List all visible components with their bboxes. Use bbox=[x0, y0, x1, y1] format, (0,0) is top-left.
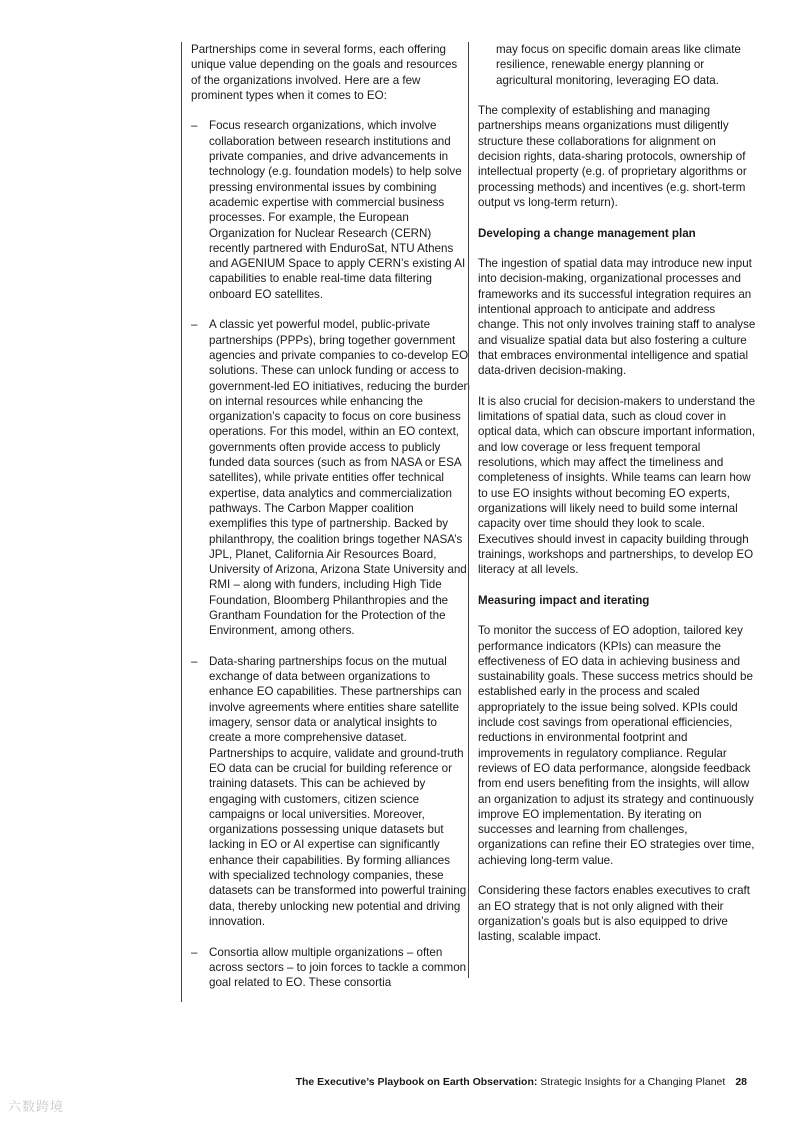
complexity-paragraph: The complexity of establishing and managing partnerships means organizations must diligently structure these collaborations for alignment on decision rights, data-sharing protocols, ownership of intellectual property (e.g. of proprietary algorithms or processing methods) and incentives (e.g. short-term output vs long-term return). bbox=[478, 104, 747, 209]
change-paragraph-1: The ingestion of spatial data may introduce new input into decision-making, organizational processes and frameworks and its successful integration requires an intentional approach to anticipate and address change. This not only involves training staff to analyse and visualize spatial data but also fostering a culture that embraces environmental intelligence and spatial data-driven decision-making. bbox=[478, 257, 756, 378]
list-item: – A classic yet powerful model, public-private partnerships (PPPs), bring together government agencies and private companies to co-develop EO solutions. These can unlock funding or access to government-led EO initiatives, reducing the burden on internal resources while enhancing the organization’s capacity to focus on core business operations. For this model, within an EO context, governments often provide access to publicly funded data sources (such as from NASA or ESA satellites), while private entities offer technical expertise, data analytics and commercialization pathways. The Carbon Mapper coalition exemplifies this type of partnership. Backed by philanthropy, the coalition brings together NASA’s JPL, Planet, California Air Resources Board, University of Arizona, Arizona State University and RMI – along with funders, including High Tide Foundation, Bloomberg Philanthropies and the Grantham Foundation for the Protection of the Environment, among others. bbox=[191, 317, 470, 638]
list-item: – Data-sharing partnerships focus on the mutual exchange of data between organizations to enhance EO capabilities. These partnerships can involve agreements where entities share satellite imagery, sensor data or analytical insights to create a more comprehensive dataset. Partnerships to acquire, validate and ground-truth EO data can be crucial for building reference or training datasets. This can be achieved by engaging with customers, citizen science campaigns or local universities. Moreover, organizations possessing unique datasets but lacking in EO or AI expertise can significantly enhance their capabilities. By forming alliances with specialized technology companies, these datasets can be transformed into powerful training data, thereby unlocking new potential and driving innovation. bbox=[191, 654, 470, 929]
section-heading-change-management: Developing a change management plan bbox=[478, 226, 696, 240]
footer-title: The Executive’s Playbook on Earth Observation: bbox=[295, 1076, 538, 1088]
measure-paragraph-1: To monitor the success of EO adoption, tailored key performance indicators (KPIs) can measure the effectiveness of EO data in achieving business and sustainability goals. These success metrics should be established early in the process and scaled appropriately to the issue being solved. KPIs could include cost savings from operational efficiencies, reductions in environmental footprint and improvements in regulatory compliance. Regular reviews of EO data performance, alongside feedback from end users benefiting from the insights, will allow an organization to adjust its strategy and continuously improve EO implementation. By iterating on successes and learning from challenges, organizations can refine their EO strategies over time, achieving long-term value. bbox=[478, 624, 755, 867]
page-footer bbox=[296, 1076, 747, 1088]
intro-paragraph: Partnerships come in several forms, each offering unique value depending on the goals and resources of the organizations involved. Here are a few prominent types when it comes to EO: bbox=[191, 43, 458, 102]
list-item: – Focus research organizations, which involve collaboration between research institutions and private companies, and drive advancements in technology (e.g. foundation models) to help solve pressing environmental issues by combining academic expertise with commercial business processes. For example, the European Organization for Nuclear Research (CERN) recently partnered with EnduroSat, NTU Athens and AGENIUM Space to apply CERN’s existing AI capabilities to enable real-time data filtering onboard EO satellites. bbox=[191, 118, 470, 302]
list-item: – Consortia allow multiple organizations – often across sectors – to join forces to tackle a common goal related to EO. These consortia bbox=[191, 945, 470, 991]
footer-subtitle: Strategic Insights for a Changing Planet bbox=[537, 1076, 726, 1088]
watermark: 六数跨境 bbox=[8, 1099, 65, 1114]
page-number: 28 bbox=[735, 1076, 747, 1088]
left-column bbox=[181, 42, 470, 1002]
list-continuation: may focus on specific domain areas like climate resilience, renewable energy planning or agricultural monitoring, leveraging EO data. bbox=[496, 43, 741, 87]
change-paragraph-2: It is also crucial for decision-makers to understand the limitations of spatial data, such as cloud cover in optical data, which can obscure important information, and low coverage or less frequent temporal resolutions, which may affect the timeliness and completeness of insights. While teams can learn how to use EO insights without becoming EO experts, organizations will likely need to build some internal capacity over time should they look to scale. Executives should invest in capacity building through trainings, workshops and partnerships, to develop EO literacy at all levels. bbox=[478, 394, 756, 577]
measure-paragraph-2: Considering these factors enables executives to craft an EO strategy that is not only aligned with their organization’s goals but is also equipped to drive lasting, scalable impact. bbox=[478, 884, 750, 944]
partnership-types-list bbox=[191, 118, 470, 990]
section-heading-measuring-impact: Measuring impact and iterating bbox=[478, 593, 650, 607]
right-column bbox=[468, 42, 757, 978]
